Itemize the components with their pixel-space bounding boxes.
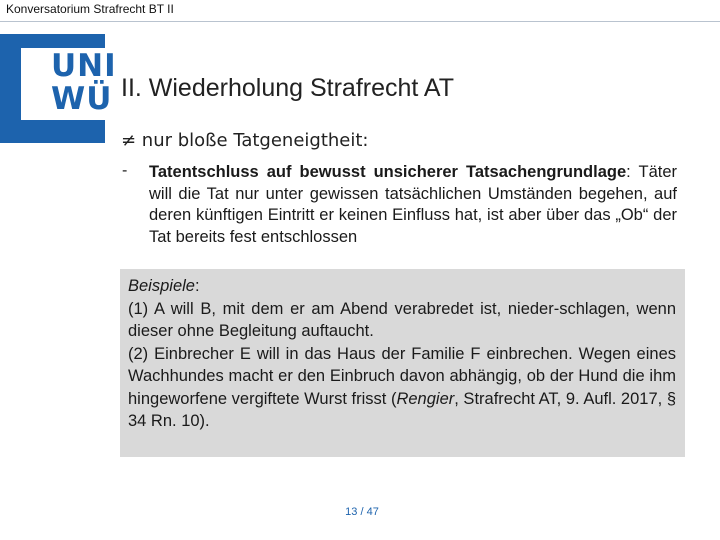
logo-line-2: WÜ [51, 81, 113, 117]
bullet-marker: - [122, 162, 128, 179]
examples-heading-suffix: : [194, 277, 200, 295]
example-1: (1) A will B, mit dem er am Abend verabredet ist, nieder-schlagen, wenn dieser ohne Begleitung auftaucht. [128, 299, 676, 340]
example-2-text: (2) Einbrecher E will in das Haus der Familie F einbrechen. Wegen eines Wachhundes macht er den Einbruch davon abhängig, ob der Hund die ihm hingeworfene vergiftete Wurst frisst ( [128, 344, 676, 408]
subheading: ≠ nur bloße Tatgeneigtheit: [121, 130, 369, 151]
bullet-text [149, 162, 677, 248]
header-divider [0, 21, 720, 22]
bullet-body-text: Täter will die Tat nur unter gewissen tatsächlichen Umständen begehen, auf deren künftigen Eintritt er keinen Einfluss hat, ist aber über das „Ob“ der Tat bereits fest entschlossen [149, 163, 677, 246]
examples-heading-line [128, 275, 676, 298]
example-2-author: Rengier [396, 389, 455, 408]
page-number: 13 / 47 [345, 506, 379, 518]
examples-heading: Beispiele [128, 277, 195, 295]
example-2 [128, 343, 676, 433]
running-header: Konversatorium Strafrecht BT II [6, 2, 174, 16]
logo-wordmark [51, 50, 117, 116]
bullet-colon: : [626, 163, 631, 181]
example-2-citation: , Strafrecht AT, 9. Aufl. 2017, § 34 Rn. 10). [128, 389, 676, 430]
examples [128, 275, 676, 433]
logo-line-1: UNI [51, 48, 117, 84]
slide-title: II. Wiederholung Strafrecht AT [121, 74, 455, 102]
bullet-lead: Tatentschluss auf bewusst unsicherer Tatsachengrundlage [149, 163, 627, 181]
